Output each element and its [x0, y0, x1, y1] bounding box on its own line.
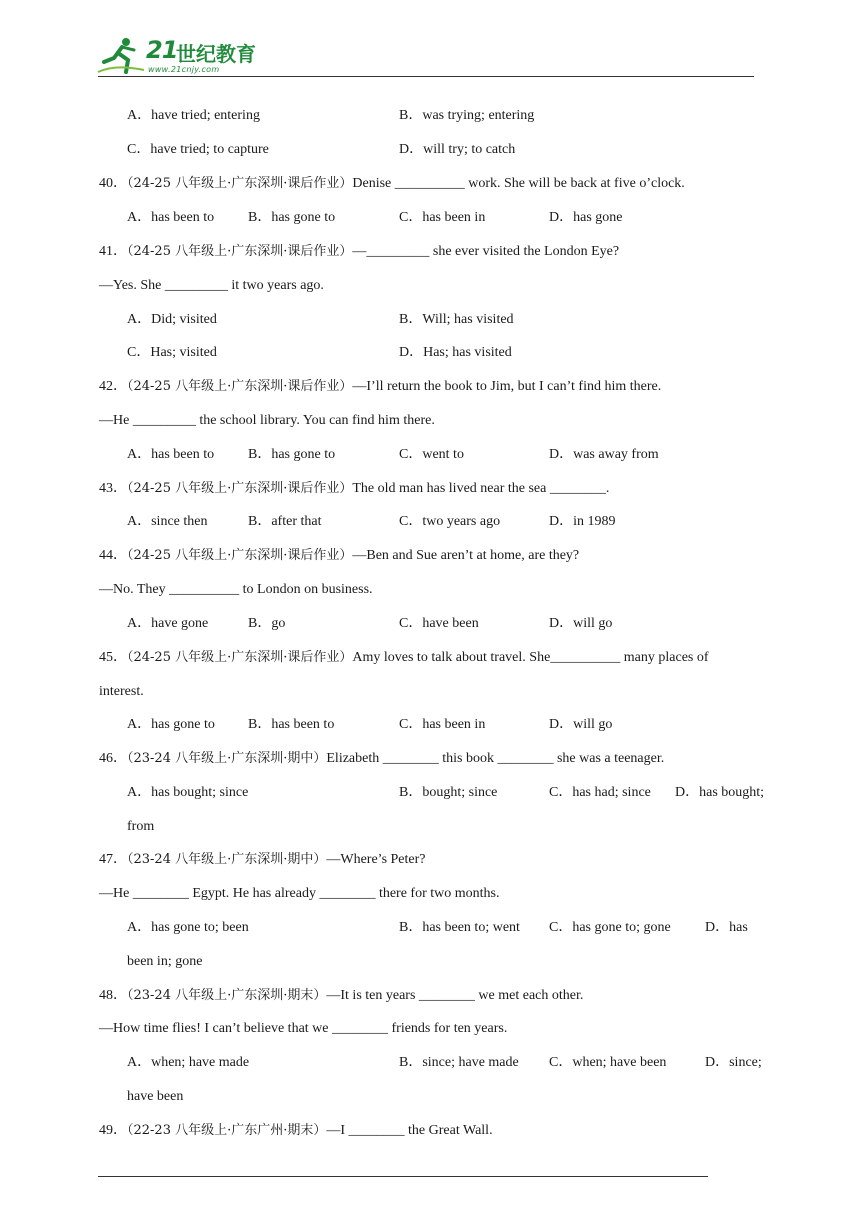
question-line2: interest. — [99, 684, 144, 699]
question-number: 41． — [99, 244, 127, 259]
option-wrap: been in; gone — [127, 954, 203, 969]
header-divider — [98, 76, 754, 77]
option-c: C．have tried; to capture — [127, 142, 269, 157]
question-stem: —I’ll return the book to Jim, but I can’t find him there. — [352, 379, 662, 394]
question-line2: —How time flies! I can’t believe that we ________ friends for ten years. — [99, 1021, 508, 1036]
footer-divider — [98, 1176, 708, 1177]
question-number: 40． — [99, 176, 127, 191]
option-d: D．will go — [549, 717, 613, 732]
question-43 — [99, 481, 609, 497]
option-wrap: have been — [127, 1089, 184, 1104]
question-stem: —Where’s Peter? — [326, 852, 426, 867]
option-c: C．two years ago — [399, 514, 501, 529]
question-source: （23-24 八年级上·广东深圳·期末） — [127, 988, 327, 1003]
question-source: （24-25 八年级上·广东深圳·课后作业） — [127, 548, 353, 563]
option-b: B．has been to — [248, 717, 335, 732]
option-d: D．Has; has visited — [399, 345, 512, 360]
question-stem: —I ________ the Great Wall. — [326, 1123, 493, 1138]
option-c: C．when; have been — [549, 1055, 667, 1070]
option-d: D．has gone — [549, 210, 623, 225]
question-stem: Denise __________ work. She will be back at five o’clock. — [352, 176, 685, 191]
question-number: 46． — [99, 751, 127, 766]
option-b: B．bought; since — [399, 785, 498, 800]
question-44 — [99, 548, 579, 564]
question-47 — [99, 852, 426, 868]
question-source: （23-24 八年级上·广东深圳·期中） — [127, 751, 327, 766]
option-c: C．has gone to; gone — [549, 920, 671, 935]
option-b: B．since; have made — [399, 1055, 519, 1070]
question-number: 43． — [99, 481, 127, 496]
option-a: A．when; have made — [127, 1055, 250, 1070]
option-b: B．Will; has visited — [399, 312, 514, 327]
question-48 — [99, 988, 583, 1004]
question-42 — [99, 379, 661, 395]
logo-title: 世纪教育 — [176, 42, 256, 66]
option-c: C．has been in — [399, 210, 486, 225]
option-d: D．has — [705, 920, 748, 935]
option-c: C．has been in — [399, 717, 486, 732]
option-a: A．have tried; entering — [127, 108, 260, 123]
option-d: D．will go — [549, 616, 613, 631]
option-b: B．after that — [248, 514, 322, 529]
question-number: 45． — [99, 650, 127, 665]
question-line2: —Yes. She _________ it two years ago. — [99, 278, 324, 293]
option-wrap: from — [127, 819, 155, 834]
option-b: B．go — [248, 616, 286, 631]
question-stem: —Ben and Sue aren’t at home, are they? — [352, 548, 580, 563]
question-source: （24-25 八年级上·广东深圳·课后作业） — [127, 244, 353, 259]
question-stem: —It is ten years ________ we met each other. — [326, 988, 584, 1003]
logo-number: 21 — [146, 36, 178, 64]
option-d: D．in 1989 — [549, 514, 616, 529]
option-c: C．have been — [399, 616, 479, 631]
option-a: A．since then — [127, 514, 208, 529]
question-stem: Amy loves to talk about travel. She__________ many places of — [352, 650, 709, 665]
option-a: A．has been to — [127, 210, 215, 225]
option-b: B．has been to; went — [399, 920, 520, 935]
question-line2: —He ________ Egypt. He has already ________ there for two months. — [99, 886, 500, 901]
question-49 — [99, 1123, 493, 1139]
runner-logo-icon — [96, 34, 148, 78]
question-stem: The old man has lived near the sea ________. — [352, 481, 610, 496]
option-d: D．has bought; — [675, 785, 765, 800]
option-b: B．was trying; entering — [399, 108, 535, 123]
option-a: A．have gone — [127, 616, 209, 631]
question-41 — [99, 244, 619, 260]
brand-logo — [96, 34, 266, 78]
option-a: A．has gone to; been — [127, 920, 249, 935]
question-source: （24-25 八年级上·广东深圳·课后作业） — [127, 379, 353, 394]
question-number: 49． — [99, 1123, 127, 1138]
question-line2: —No. They __________ to London on business. — [99, 582, 373, 597]
option-b: B．has gone to — [248, 210, 336, 225]
option-d: D．will try; to catch — [399, 142, 516, 157]
question-line2: —He _________ the school library. You can find him there. — [99, 413, 435, 428]
question-number: 48． — [99, 988, 127, 1003]
question-source: （23-24 八年级上·广东深圳·期中） — [127, 852, 327, 867]
question-40 — [99, 176, 685, 192]
question-source: （24-25 八年级上·广东深圳·课后作业） — [127, 176, 353, 191]
logo-url: www.21cnjy.com — [148, 65, 220, 74]
question-number: 47． — [99, 852, 127, 867]
question-source: （24-25 八年级上·广东深圳·课后作业） — [127, 650, 353, 665]
question-source: （24-25 八年级上·广东深圳·课后作业） — [127, 481, 353, 496]
question-45 — [99, 650, 709, 666]
question-number: 44． — [99, 548, 127, 563]
question-number: 42． — [99, 379, 127, 394]
question-stem: Elizabeth ________ this book ________ she was a teenager. — [326, 751, 665, 766]
option-b: B．has gone to — [248, 447, 336, 462]
question-46 — [99, 751, 664, 767]
option-a: A．Did; visited — [127, 312, 217, 327]
option-a: A．has bought; since — [127, 785, 249, 800]
option-d: D．since; — [705, 1055, 762, 1070]
option-a: A．has been to — [127, 447, 215, 462]
option-c: C．has had; since — [549, 785, 651, 800]
question-stem: —_________ she ever visited the London Eye? — [352, 244, 620, 259]
option-c: C．Has; visited — [127, 345, 217, 360]
option-c: C．went to — [399, 447, 464, 462]
option-d: D．was away from — [549, 447, 659, 462]
option-a: A．has gone to — [127, 717, 215, 732]
question-source: （22-23 八年级上·广东广州·期末） — [127, 1123, 327, 1138]
